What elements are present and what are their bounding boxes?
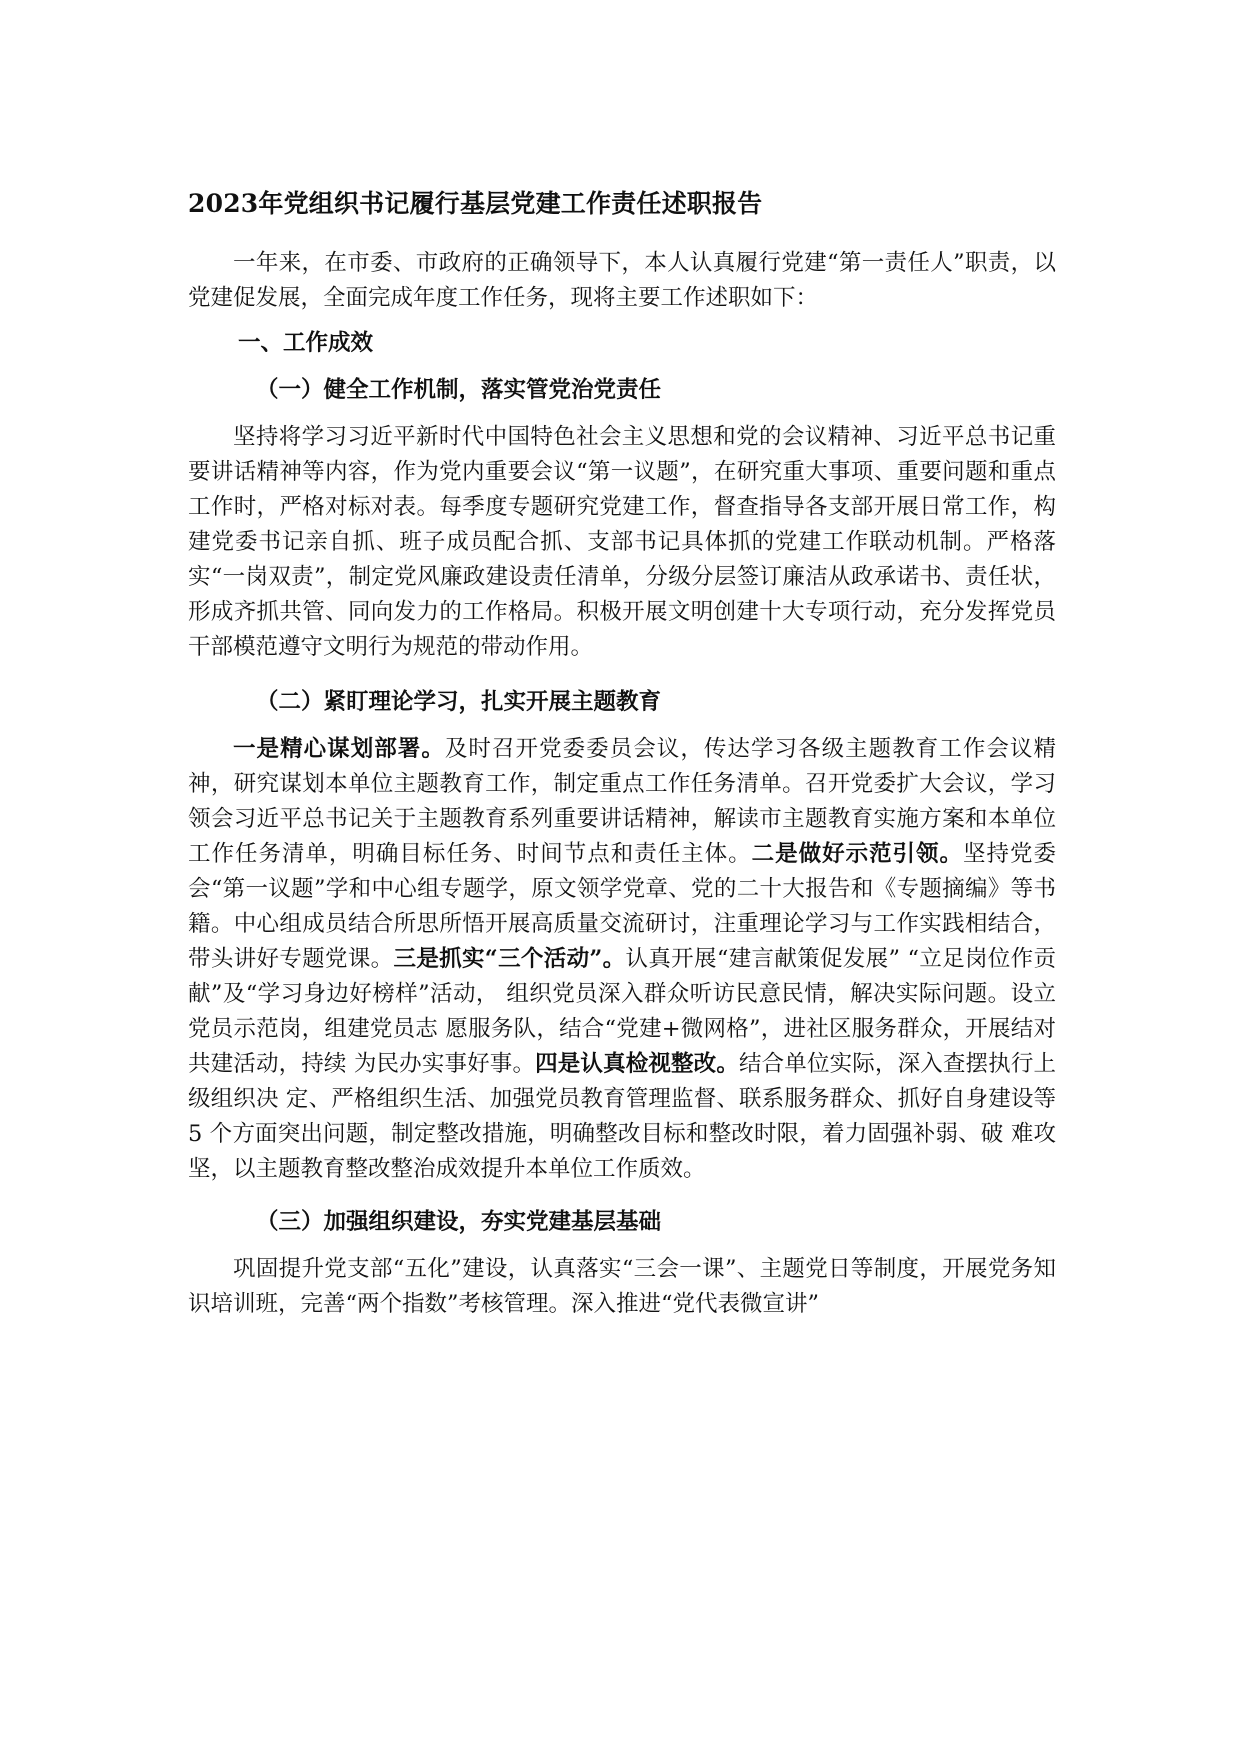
lead-phrase-4: 四是认真检视整改。	[535, 1051, 739, 1077]
subsection-heading-mechanism: （一）健全工作机制，落实管党治党责任	[256, 377, 662, 403]
document-body	[188, 186, 1056, 1322]
intro-paragraph: 一年来，在市委、市政府的正确领导下，本人认真履行党建“第一责任人”职责，以党建促发展，全面完成年度工作任务，现将主要工作述职如下：	[188, 250, 1056, 311]
paragraph-text-4: 结合单位实际，深入查摆执行上级组织决 定、严格组织生活、加强党员教育管理监督、联系服务群众、抓好自身建设等5 个方面突出问题，制定整改措施，明确整改目标和整改时限，着力固强补弱、破 难攻坚，以主题教育整改整治成效提升本单位工作质效。	[188, 1051, 1056, 1182]
paragraph-text-3: 认真开展“建言献策促发展” “立足岗位作贡献”及“学习身边好榜样”活动， 组织党员深入群众听访民意民情，解决实际问题。设立党员示范岗，组建党员志 愿服务队，结合“党建+微网格”，进社区服务群众，开展结对共建活动，持续 为民办实事好事。	[188, 946, 1056, 1077]
lead-phrase-3: 三是抓实“三个活动”。	[393, 946, 626, 972]
paragraph-text-1: 及时召开党委委员会议，传达学习各级主题教育工作会议精神，研究谋划本单位主题教育工作，制定重点工作任务清单。召开党委扩大会议，学习领会习近平总书记关于主题教育系列重要讲话精神，解读市主题教育实施方案和本单位工作任务清单，明确目标任务、时间节点和责任主体。	[188, 736, 1056, 867]
document-title: 2023年党组织书记履行基层党建工作责任述职报告	[188, 189, 763, 218]
lead-phrase-2: 二是做好示范引领。	[751, 841, 964, 867]
paragraph-theory-study	[188, 732, 1056, 1187]
paragraph-text-2: 坚持党委会“第一议题”学和中心组专题学，原文领学党章、党的二十大报告和《专题摘编》等书籍。中心组成员结合所思所悟开展高质量交流研讨，注重理论学习与工作实践相结合，带头讲好专题党课。	[188, 841, 1056, 972]
lead-phrase-1: 一是精心谋划部署。	[233, 736, 445, 762]
subsection-heading-organization: （三）加强组织建设，夯实党建基层基础	[256, 1209, 662, 1235]
paragraph-mechanism: 坚持将学习习近平新时代中国特色社会主义思想和党的会议精神、习近平总书记重要讲话精神等内容，作为党内重要会议“第一议题”，在研究重大事项、重要问题和重点工作时，严格对标对表。每季度专题研究党建工作，督查指导各支部开展日常工作，构建党委书记亲自抓、班子成员配合抓、支部书记具体抓的党建工作联动机制。严格落实“一岗双责”，制定党风廉政建设责任清单，分级分层签订廉洁从政承诺书、责任状，形成齐抓共管、同向发力的工作格局。积极开展文明创建十大专项行动，充分发挥党员干部模范遵守文明行为规范的带动作用。	[188, 424, 1056, 660]
section-heading-achievements: 一、工作成效	[238, 330, 374, 356]
subsection-heading-theory-study: （二）紧盯理论学习，扎实开展主题教育	[256, 689, 662, 715]
paragraph-organization: 巩固提升党支部“五化”建设，认真落实“三会一课”、主题党日等制度，开展党务知识培训班，完善“两个指数”考核管理。深入推进“党代表微宣讲”	[188, 1256, 1056, 1317]
